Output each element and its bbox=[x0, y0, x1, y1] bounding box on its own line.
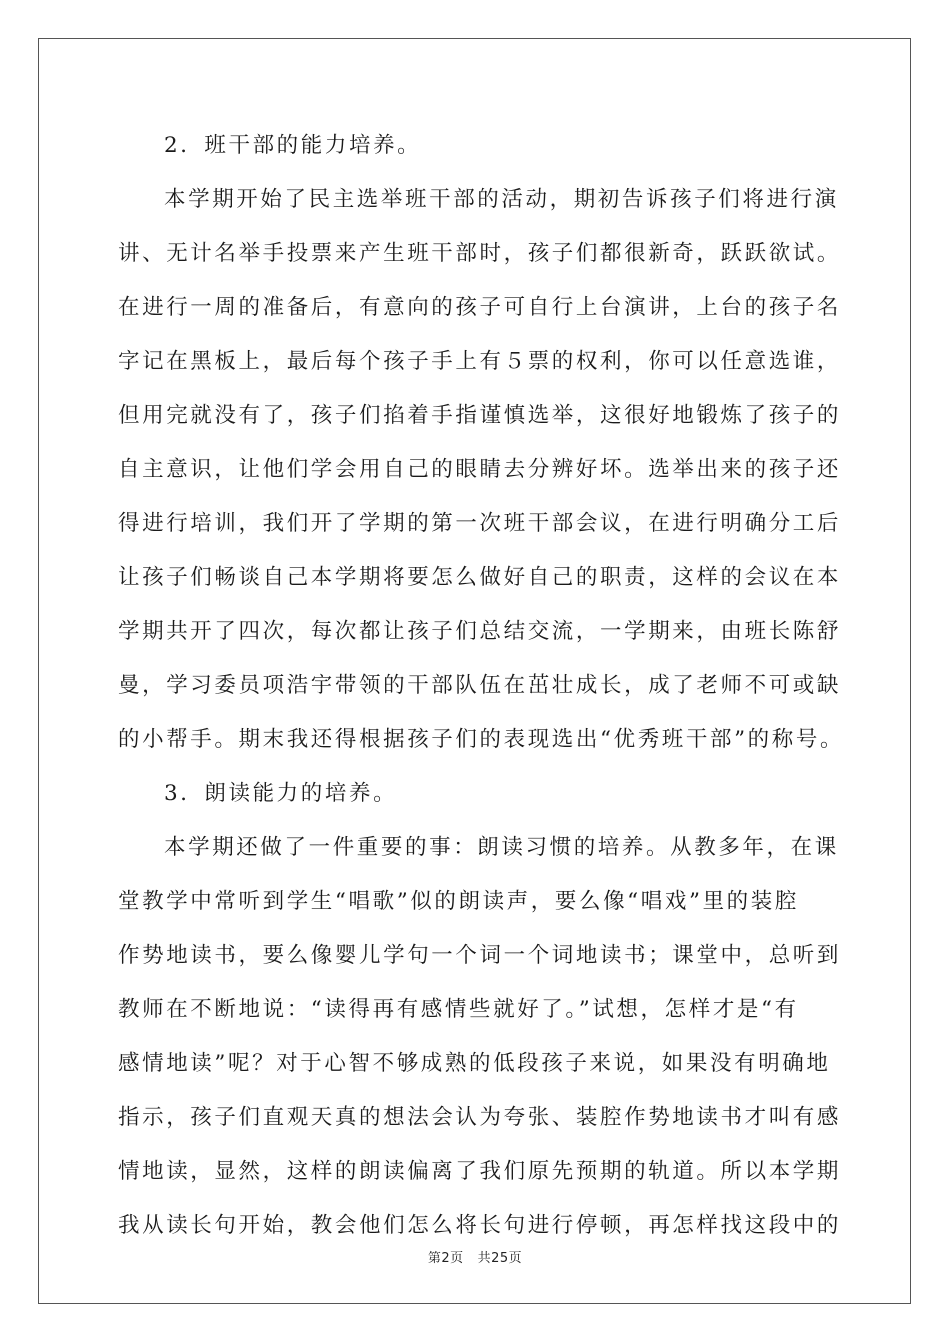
paragraph-line: 让孩子们畅谈自己本学期将要怎么做好自己的职责，这样的会议在本 bbox=[118, 565, 842, 590]
paragraph-line: 本学期还做了一件重要的事：朗读习惯的培养。从教多年，在课 bbox=[164, 835, 839, 860]
page-footer bbox=[0, 1247, 950, 1266]
paragraph-line: 感情地读”呢？对于心智不够成熟的低段孩子来说，如果没有明确地 bbox=[118, 1051, 831, 1076]
paragraph-line: 讲、无计名举手投票来产生班干部时，孩子们都很新奇，跃跃欲试。 bbox=[118, 241, 842, 266]
paragraph-line: 教师在不断地说：“读得再有感情些就好了。”试想，怎样才是“有 bbox=[118, 997, 799, 1022]
paragraph-line: 但用完就没有了，孩子们掐着手指谨慎选举，这很好地锻炼了孩子的 bbox=[118, 403, 842, 428]
paragraph-line: 在进行一周的准备后，有意向的孩子可自行上台演讲，上台的孩子名 bbox=[118, 295, 842, 320]
paragraph-line: 我从读长句开始，教会他们怎么将长句进行停顿，再怎样找这段中的 bbox=[118, 1213, 842, 1238]
paragraph-line: 学期共开了四次，每次都让孩子们总结交流，一学期来，由班长陈舒 bbox=[118, 619, 842, 644]
paragraph-line: 情地读，显然，这样的朗读偏离了我们原先预期的轨道。所以本学期 bbox=[118, 1159, 842, 1184]
paragraph-line: 自主意识，让他们学会用自己的眼睛去分辨好坏。选举出来的孩子还 bbox=[118, 457, 842, 482]
paragraph-line: 堂教学中常听到学生“唱歌”似的朗读声，要么像“唱戏”里的装腔 bbox=[118, 889, 799, 914]
section-heading-3: 3．朗读能力的培养。 bbox=[164, 781, 398, 806]
paragraph-line: 作势地读书，要么像婴儿学句一个词一个词地读书；课堂中，总听到 bbox=[118, 943, 842, 968]
paragraph-line: 本学期开始了民主选举班干部的活动，期初告诉孩子们将进行演 bbox=[164, 187, 839, 212]
paragraph-line: 的小帮手。期末我还得根据孩子们的表现选出“优秀班干部”的称号。 bbox=[118, 727, 845, 752]
total-pages: 共25页 bbox=[477, 1251, 523, 1266]
paragraph-line: 曼，学习委员项浩宇带领的干部队伍在茁壮成长，成了老师不可或缺 bbox=[118, 673, 842, 698]
section-heading-2: 2．班干部的能力培养。 bbox=[164, 133, 422, 158]
page-number: 第2页 bbox=[427, 1251, 464, 1266]
paragraph-line: 字记在黑板上，最后每个孩子手上有５票的权利，你可以任意选谁， bbox=[118, 349, 842, 374]
paragraph-line: 得进行培训，我们开了学期的第一次班干部会议，在进行明确分工后 bbox=[118, 511, 842, 536]
paragraph-line: 指示，孩子们直观天真的想法会认为夸张、装腔作势地读书才叫有感 bbox=[118, 1105, 842, 1130]
